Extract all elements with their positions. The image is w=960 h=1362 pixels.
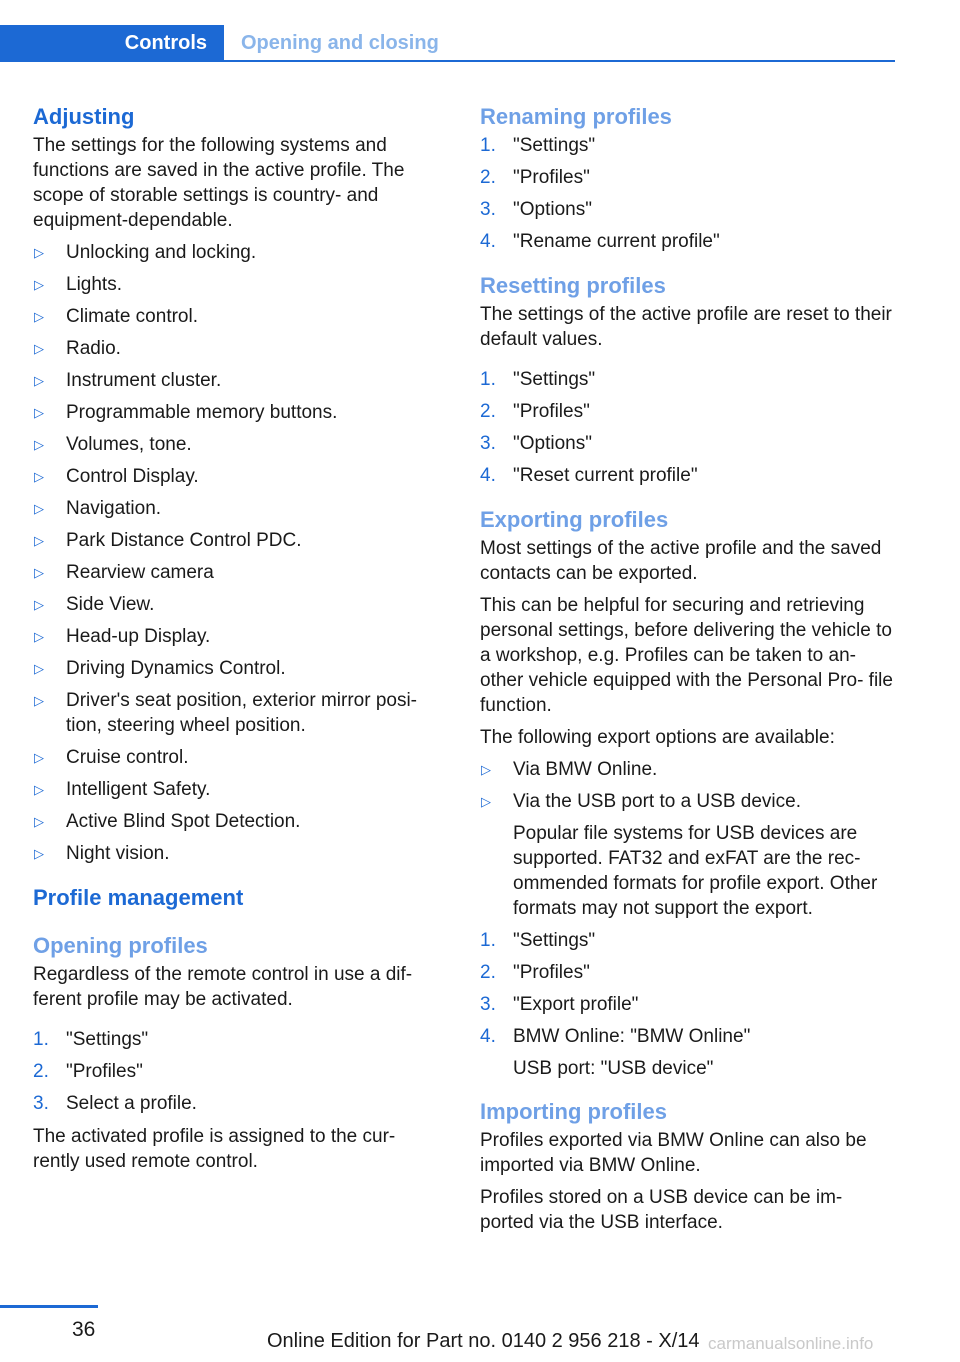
bullet-triangle-icon: ▷ [481,762,491,777]
list-item: ▷ Lights. [34,274,122,295]
heading-adjusting: Adjusting [33,104,135,129]
page-number: 36 [72,1318,96,1341]
list-item: 3. "Options" [480,199,592,220]
list-item: ▷ Rearview camera [34,562,214,583]
list-item: ▷ Programmable memory buttons. [34,402,338,423]
list-item: 1. "Settings" [480,930,596,951]
list-item: ▷ Side View. [34,594,155,615]
adjusting-intro: The settings for the following systems and functions are saved in the active profile. The scope of storable settings is country- and equipment-dependable. [33,135,405,231]
list-item: ▷ Navigation. [34,498,162,519]
bullet-triangle-icon: ▷ [34,661,44,676]
list-item: 2. "Profiles" [480,962,590,983]
watermark: carmanualsonline.info [708,1334,874,1353]
bullet-triangle-icon: ▷ [34,533,44,548]
section-tab-controls[interactable]: Controls [0,25,224,62]
footer-rule [0,1305,98,1308]
bullet-triangle-icon: ▷ [34,341,44,356]
resetting-steps [480,367,900,488]
exporting-p2: This can be helpful for securing and retrieving personal settings, before delivering the vehicle to a workshop, e.g. Profiles can be taken to an‐ other vehicle equipped with the Personal Pro‐ file function. [480,595,893,716]
export-step4-usb: USB port: "USB device" [513,1058,714,1079]
bullet-triangle-icon: ▷ [34,501,44,516]
list-item: ▷ Climate control. [34,306,198,327]
bullet-triangle-icon: ▷ [34,629,44,644]
exporting-p3: The following export options are available: [480,727,835,748]
heading-importing-profiles: Importing profiles [480,1099,667,1124]
list-item: ▷ Driver's seat position, exterior mirror posi‐ tion, steering wheel position. [34,690,417,736]
bullet-triangle-icon: ▷ [34,277,44,292]
right-column [480,101,900,1242]
list-item: ▷ Via the USB port to a USB device. [481,791,801,812]
list-item: ▷ Via BMW Online. [481,759,658,780]
heading-opening-profiles: Opening profiles [33,933,208,958]
resetting-intro: The settings of the active profile are reset to their default values. [480,304,892,350]
opening-steps [33,1027,443,1116]
bullet-triangle-icon: ▷ [34,693,44,708]
list-item: 1. "Settings" [480,369,596,390]
list-item: ▷ Control Display. [34,466,199,487]
bullet-triangle-icon: ▷ [34,437,44,452]
list-item: 4. BMW Online: "BMW Online" [480,1026,751,1047]
heading-resetting-profiles: Resetting profiles [480,273,666,298]
exporting-p1: Most settings of the active profile and the saved contacts can be exported. [480,538,882,584]
list-item: ▷ Cruise control. [34,747,189,768]
opening-outro: The activated profile is assigned to the cur‐ rently used remote control. [33,1126,396,1172]
section-tab-opening-closing[interactable]: Opening and closing [241,32,439,54]
bullet-triangle-icon: ▷ [34,814,44,829]
list-item: 4. "Reset current profile" [480,465,698,486]
bullet-triangle-icon: ▷ [34,750,44,765]
bullet-triangle-icon: ▷ [34,782,44,797]
page-header [0,25,895,62]
list-item: ▷ Head-up Display. [34,626,211,647]
adjusting-list [33,240,443,866]
bullet-triangle-icon: ▷ [34,597,44,612]
edition-note: Online Edition for Part no. 0140 2 956 218 - X/14 [267,1330,700,1352]
list-item: 1. "Settings" [33,1029,149,1050]
list-item: 1. "Settings" [480,135,596,156]
bullet-triangle-icon: ▷ [34,565,44,580]
list-item: ▷ Intelligent Safety. [34,779,211,800]
heading-exporting-profiles: Exporting profiles [480,507,669,532]
importing-p1: Profiles exported via BMW Online can also be imported via BMW Online. [480,1130,867,1176]
exporting-steps [480,928,900,1049]
list-item: ▷ Driving Dynamics Control. [34,658,286,679]
heading-renaming-profiles: Renaming profiles [480,104,672,129]
heading-profile-management: Profile management [33,885,244,910]
left-column [33,101,443,1181]
list-item: ▷ Unlocking and locking. [34,242,257,263]
list-item: 2. "Profiles" [480,167,590,188]
bullet-triangle-icon: ▷ [34,245,44,260]
list-item: ▷ Volumes, tone. [34,434,192,455]
list-item: 2. "Profiles" [33,1061,143,1082]
list-item: ▷ Park Distance Control PDC. [34,530,302,551]
list-item: ▷ Instrument cluster. [34,370,222,391]
bullet-triangle-icon: ▷ [34,469,44,484]
bullet-triangle-icon: ▷ [34,373,44,388]
list-item: ▷ Active Blind Spot Detection. [34,811,301,832]
importing-p2: Profiles stored on a USB device can be im‐ ported via the USB interface. [480,1187,843,1233]
list-item: ▷ Night vision. [34,843,170,864]
bullet-triangle-icon: ▷ [34,405,44,420]
list-item: 4. "Rename current profile" [480,231,720,252]
bullet-triangle-icon: ▷ [481,794,491,809]
export-options-list [480,757,900,814]
list-item: 3. "Export profile" [480,994,639,1015]
bullet-triangle-icon: ▷ [34,846,44,861]
header-rule [224,60,895,62]
opening-intro: Regardless of the remote control in use a dif‐ ferent profile may be activated. [33,964,413,1010]
list-item: ▷ Radio. [34,338,121,359]
list-item: 2. "Profiles" [480,401,590,422]
renaming-steps [480,133,900,254]
bullet-triangle-icon: ▷ [34,309,44,324]
usb-note: Popular file systems for USB devices are supported. FAT32 and exFAT are the rec‐ ommended formats for profile export. Other formats may not support the export. [513,823,878,919]
list-item: 3. "Options" [480,433,592,454]
list-item: 3. Select a profile. [33,1093,197,1114]
